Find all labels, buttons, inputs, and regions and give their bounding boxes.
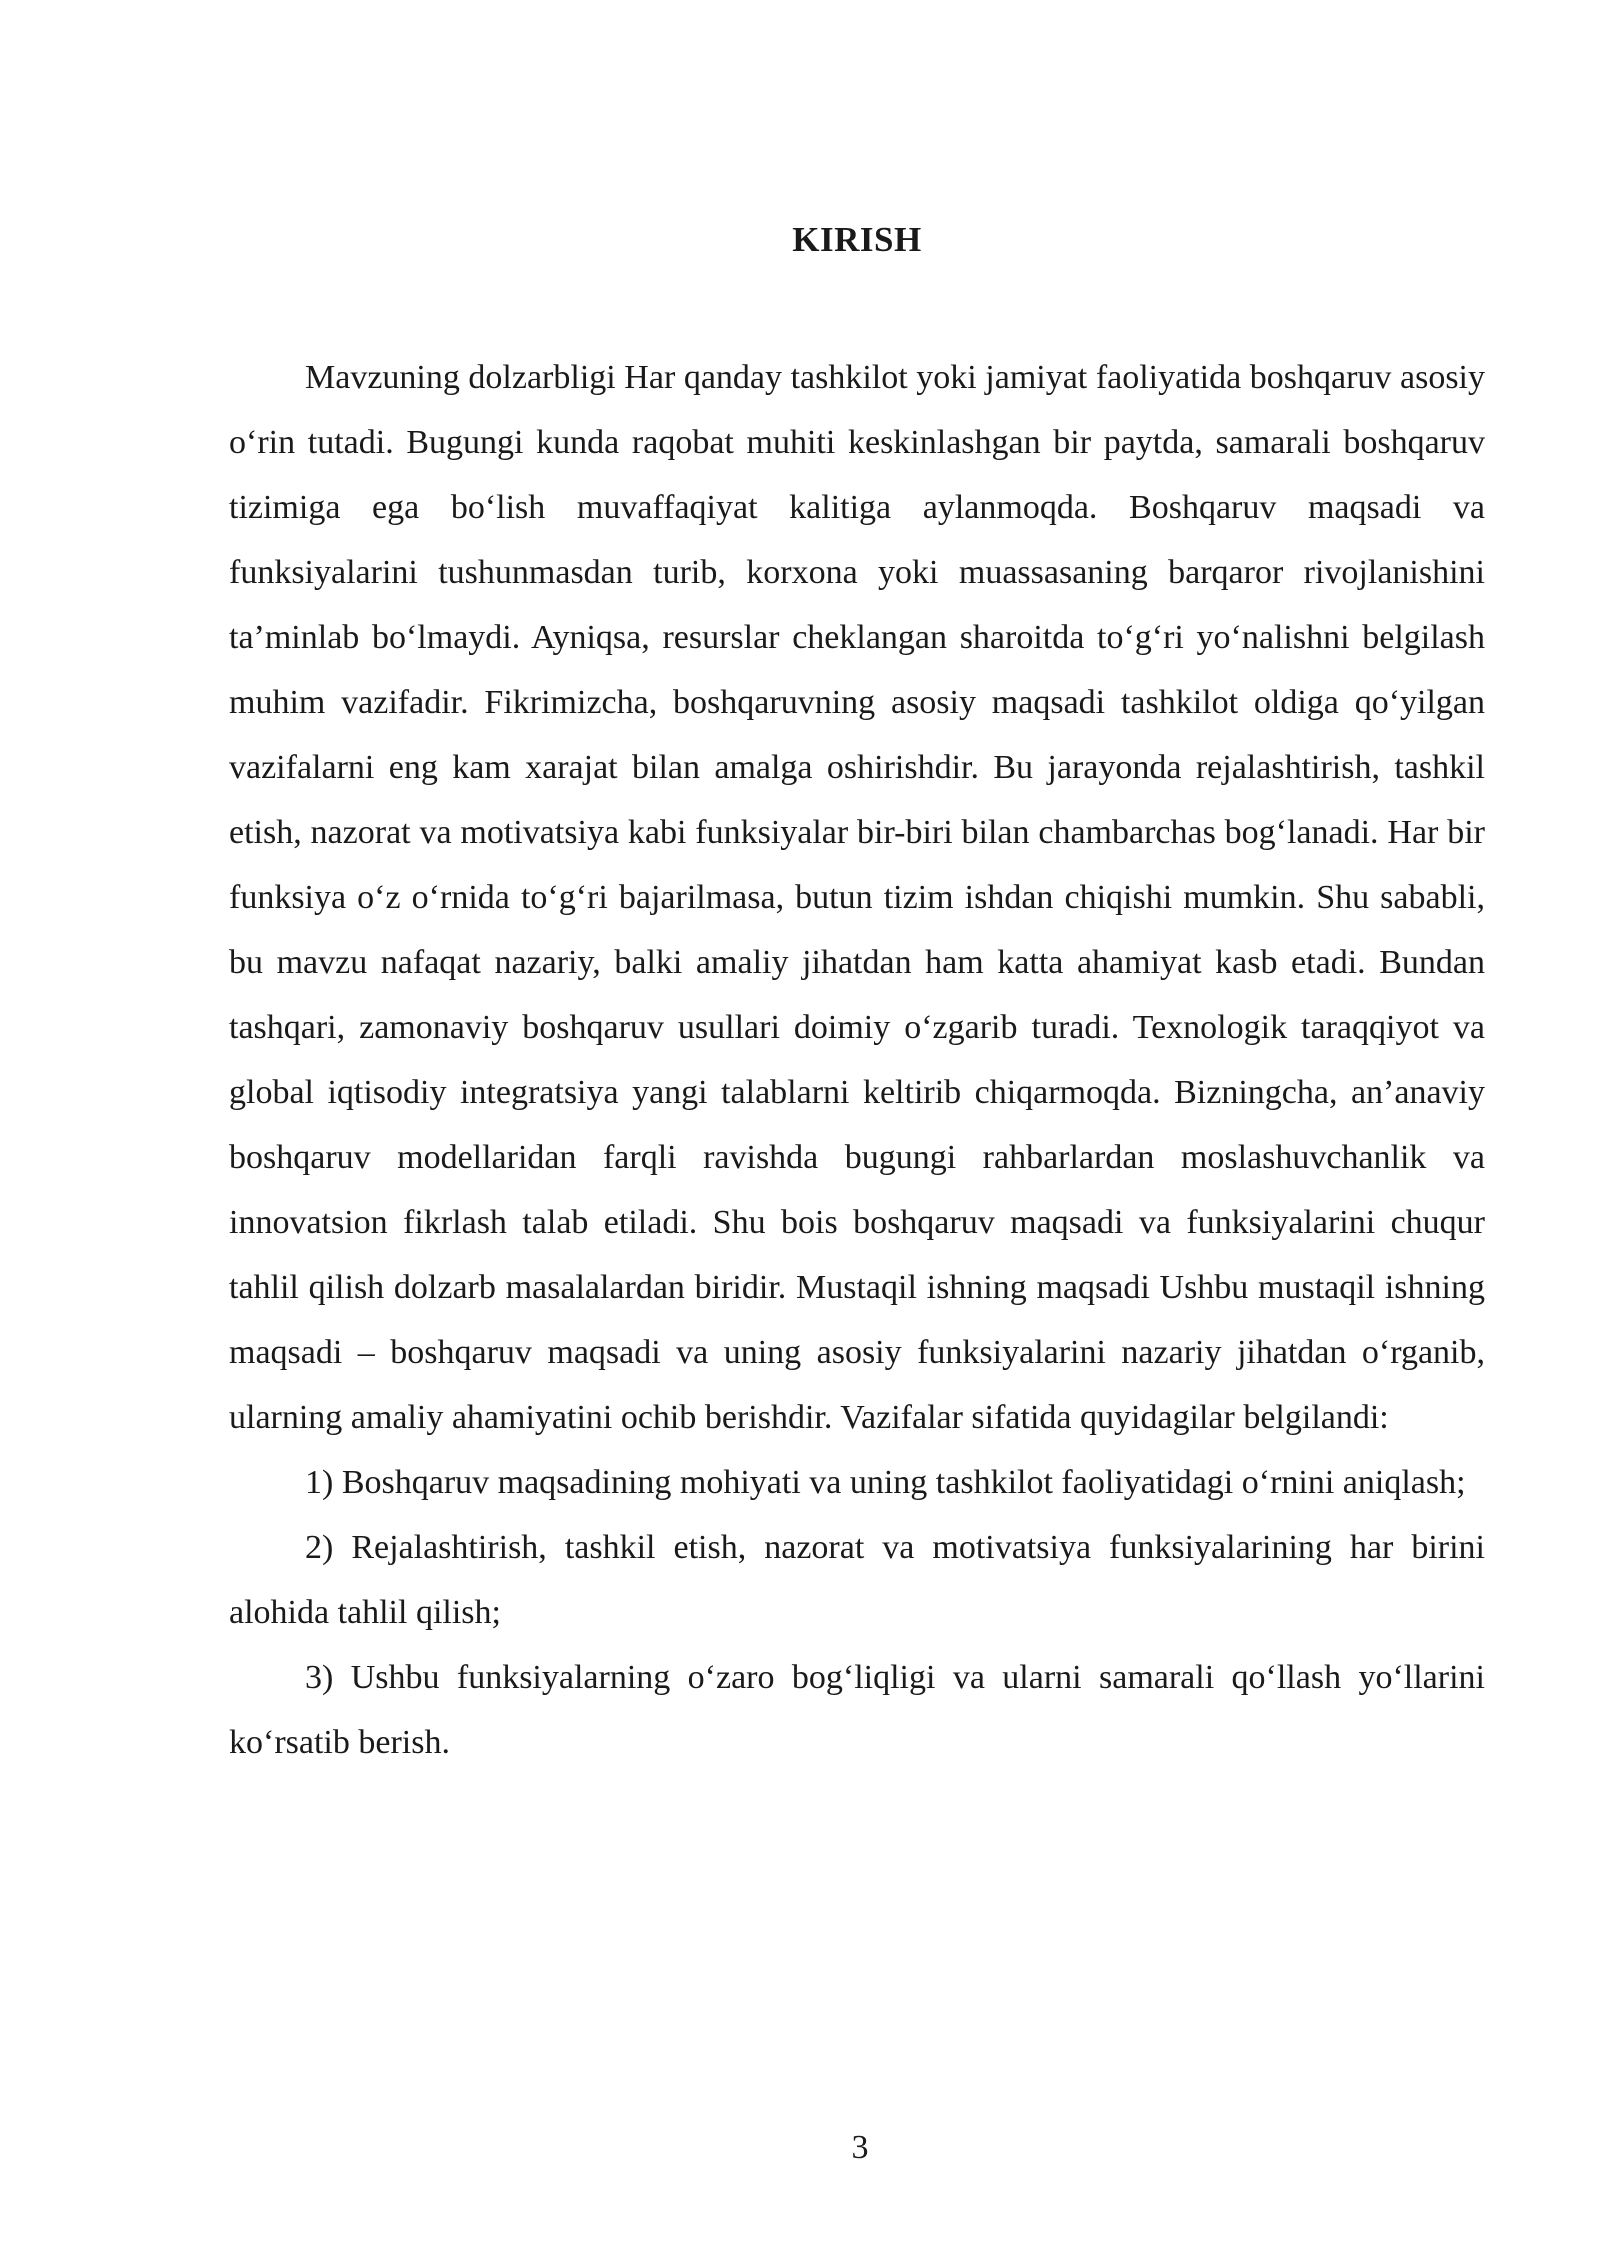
- task-item-1: 1) Boshqaruv maqsadining mohiyati va uning tashkilot faoliyatidagi o‘rnini aniqlash;: [305, 1464, 1466, 1501]
- page-number: 3: [851, 2129, 869, 2166]
- paragraph-relevance: Mavzuning dolzarbligi Har qanday tashkilot yoki jamiyat faoliyatida boshqaruv asosiy o‘rin tutadi. Bugungi kunda raqobat muhiti keskinlashgan bir paytda, samarali boshqaruv tizimiga ega bo‘lish muvaffaqiyat kalitiga aylanmoqda. Boshqaruv maqsadi va funksiyalarini tushunmasdan turib, korxona yoki muassasaning barqaror rivojlanishini ta’minlab bo‘lmaydi. Ayniqsa, resurslar cheklangan sharoitda to‘g‘ri yo‘nalishni belgilash muhim vazifadir. Fikrimizcha, boshqaruvning asosiy maqsadi tashkilot oldiga qo‘yilgan vazifalarni eng kam xarajat bilan amalga oshirishdir. Bu jarayonda rejalashtirish, tashkil etish, nazorat va motivatsiya kabi funksiyalar bir-biri bilan chambarchas bog‘lanadi. Har bir funksiya o‘z o‘rnida to‘g‘ri bajarilmasa, butun tizim ishdan chiqishi mumkin. Shu sababli, bu mavzu nafaqat nazariy, balki amaliy jihatdan ham katta ahamiyat kasb etadi. Bundan tashqari, zamonaviy boshqaruv usullari doimiy o‘zgarib turadi. Texnologik taraqqiyot va global iqtisodiy integratsiya yangi talablarni keltirib chiqarmoqda. Bizningcha, an’anaviy boshqaruv modellaridan farqli ravishda bugungi rahbarlardan moslashuvchanlik va innovatsion fikrlash talab etiladi. Shu bois boshqaruv maqsadi va funksiyalarini chuqur tahlil qilish dolzarb masalalardan biridir. Mustaqil ishning maqsadi Ushbu mustaqil ishning maqsadi – boshqaruv maqsadi va uning asosiy funksiyalarini nazariy jihatdan o‘rganib, ularning amaliy ahamiyatini ochib berishdir. Vazifalar sifatida quyidagilar belgilandi:: [229, 359, 1485, 1436]
- task-item-3: 3) Ushbu funksiyalarning o‘zaro bog‘liqligi va ularni samarali qo‘llash yo‘llarini ko‘rsatib berish.: [229, 1659, 1485, 1761]
- task-item-2: 2) Rejalashtirish, tashkil etish, nazorat va motivatsiya funksiyalarining har birini alohida tahlil qilish;: [229, 1529, 1485, 1631]
- document-body: [229, 345, 1485, 1775]
- section-heading: KIRISH: [792, 220, 922, 259]
- document-page: [229, 0, 1485, 2262]
